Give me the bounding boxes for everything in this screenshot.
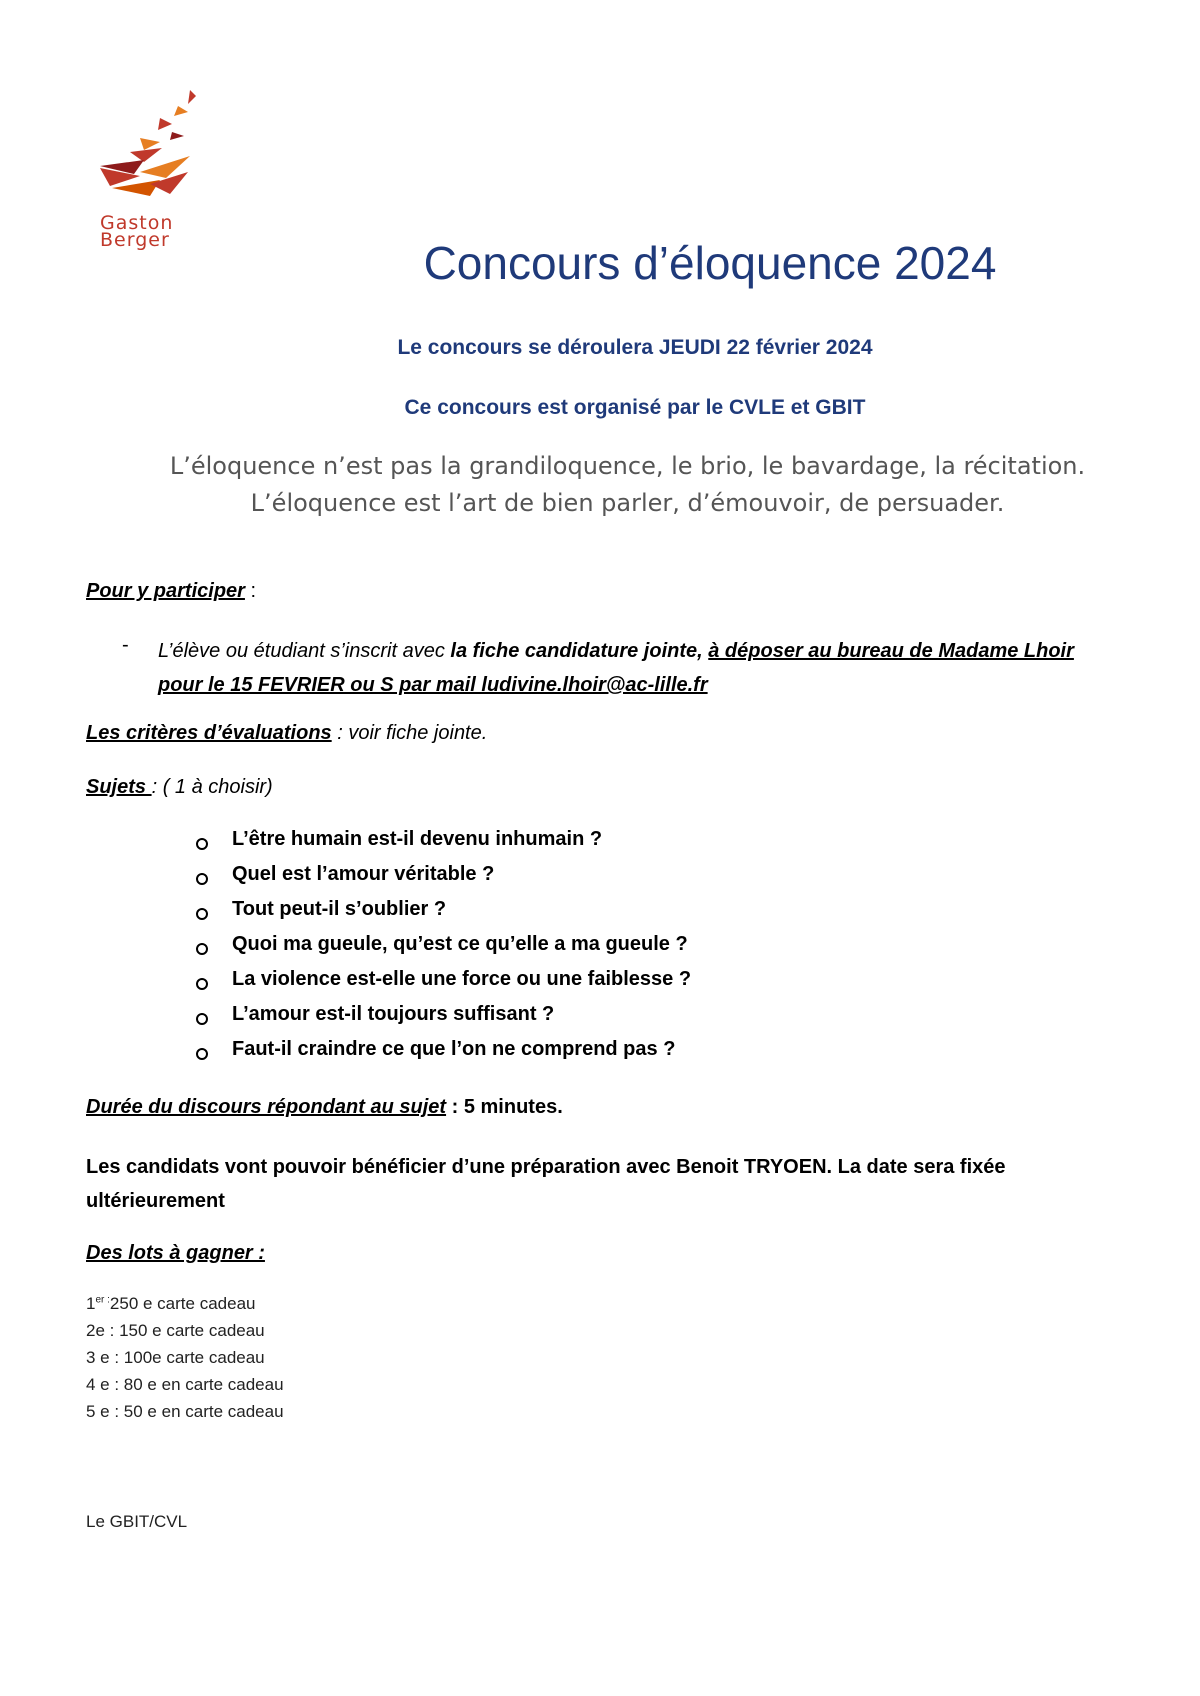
- participate-colon: :: [244, 580, 257, 602]
- gaston-berger-logo: [100, 90, 210, 251]
- logo-text-gaston: Gaston: [100, 212, 174, 234]
- criteria-text: : voir fiche jointe.: [331, 722, 488, 744]
- topic-bullet: [196, 1048, 208, 1060]
- duration-text: : 5 minutes.: [446, 1096, 563, 1118]
- topic-bullet: [196, 1013, 208, 1025]
- topic-item: Faut-il craindre ce que l’on ne comprend pas ?: [232, 1038, 676, 1060]
- date-line: Le concours se déroulera JEUDI 22 février 2024: [397, 336, 873, 359]
- prize-item: 2e : 150 e carte cadeau: [86, 1321, 265, 1340]
- signature: Le GBIT/CVL: [86, 1512, 188, 1531]
- criteria-line: [86, 722, 487, 745]
- prize-item: 3 e : 100e carte cadeau: [86, 1348, 265, 1367]
- subjects-note: : ( 1 à choisir): [151, 776, 273, 798]
- participate-deposit: à déposer au bureau de Madame Lhoir: [708, 640, 1074, 662]
- prize-item: 5 e : 50 e en carte cadeau: [86, 1402, 284, 1421]
- participate-comma: ,: [697, 640, 709, 662]
- subjects-line: [86, 776, 273, 799]
- participate-heading-text: Pour y participer: [86, 580, 245, 602]
- organizer-line: Ce concours est organisé par le CVLE et GBIT: [404, 396, 866, 419]
- participate-bold: la fiche candidature jointe: [450, 640, 698, 662]
- preparation-paragraph: [86, 1150, 1006, 1218]
- duration-line: [86, 1096, 563, 1119]
- topic-item: L’amour est-il toujours suffisant ?: [232, 1003, 555, 1025]
- quote: [0, 448, 1200, 522]
- topic-bullet: [196, 978, 208, 990]
- logo-shards-icon: [100, 90, 210, 210]
- topic-item: L’être humain est-il devenu inhumain ?: [232, 828, 603, 850]
- participate-text: [158, 634, 1158, 702]
- topic-bullet: [196, 838, 208, 850]
- page-title: Concours d’éloquence 2024: [423, 237, 997, 289]
- preparation-line-1: Les candidats vont pouvoir bénéficier d’une préparation avec Benoit TRYOEN. La date sera fixée: [86, 1156, 1006, 1178]
- topic-bullet: [196, 908, 208, 920]
- topic-item: Quel est l’amour véritable ?: [232, 863, 495, 885]
- topic-item: Tout peut-il s’oublier ?: [232, 898, 447, 920]
- prize-first: [86, 1294, 255, 1314]
- preparation-line-2: ultérieurement: [86, 1190, 225, 1212]
- dash-bullet: -: [122, 634, 129, 656]
- topic-item: Quoi ma gueule, qu’est ce qu’elle a ma gueule ?: [232, 933, 688, 955]
- duration-heading: Durée du discours répondant au sujet: [86, 1096, 447, 1118]
- topic-bullet: [196, 943, 208, 955]
- logo-text-berger: Berger: [100, 229, 170, 251]
- quote-line-1: L’éloquence n’est pas la grandiloquence, le brio, le bavardage, la récitation.: [169, 452, 1086, 480]
- participate-heading: [86, 580, 256, 603]
- criteria-heading: Les critères d’évaluations: [86, 722, 332, 744]
- prize-first-rank: 1: [86, 1294, 96, 1313]
- subjects-heading: Sujets: [86, 776, 152, 798]
- prizes-heading: Des lots à gagner :: [86, 1242, 265, 1264]
- quote-line-2: L’éloquence est l’art de bien parler, d’émouvoir, de persuader.: [250, 489, 1005, 517]
- participate-plain: L’élève ou étudiant s’inscrit avec: [158, 640, 451, 662]
- prize-first-text: 250 e carte cadeau: [109, 1294, 256, 1313]
- prize-item: 4 e : 80 e en carte cadeau: [86, 1375, 284, 1394]
- prize-first-sup: er :: [95, 1294, 110, 1306]
- participate-deadline-email[interactable]: pour le 15 FEVRIER ou S par mail ludivine.lhoir@ac-lille.fr: [158, 674, 708, 696]
- topic-item: La violence est-elle une force ou une faiblesse ?: [232, 968, 692, 990]
- topic-bullet: [196, 873, 208, 885]
